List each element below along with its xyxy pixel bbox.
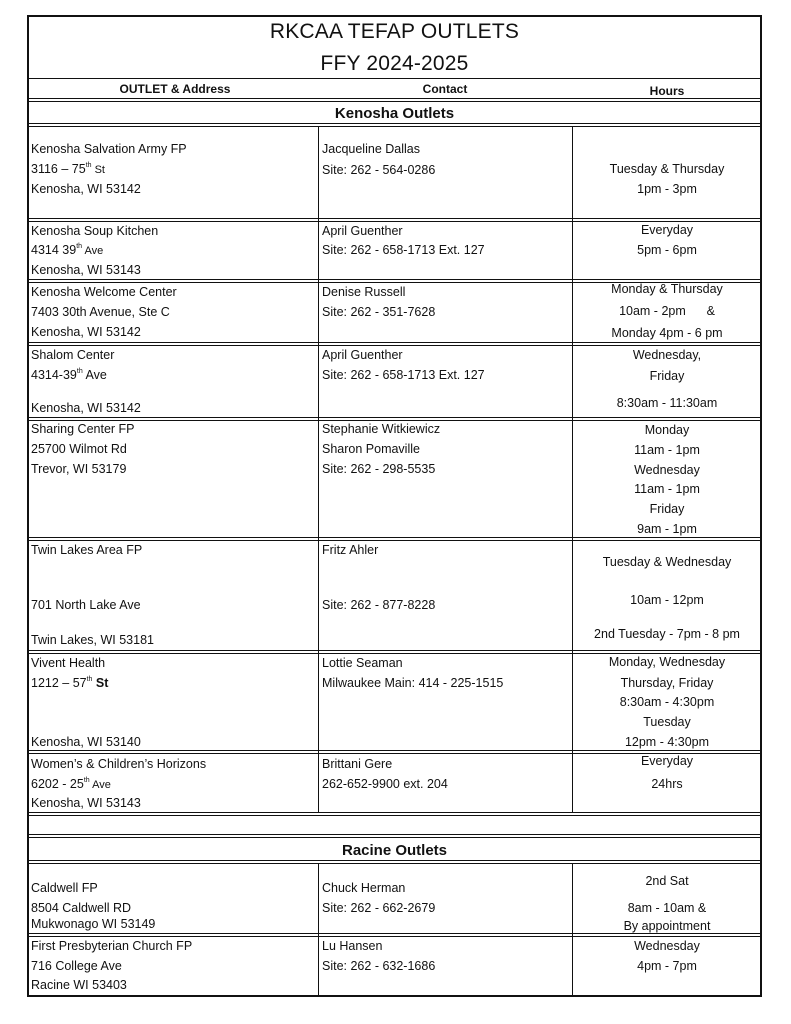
hours-line: Wednesday, — [632, 348, 702, 362]
outlet-name: Women’s & Children’s Horizons — [31, 757, 207, 771]
section-heading-kenosha: Kenosha Outlets — [334, 105, 455, 122]
hours-line: 4pm - 7pm — [637, 959, 697, 973]
outlet-name: First Presbyterian Church FP — [31, 939, 193, 953]
hours-line: 2nd Tuesday - 7pm - 8 pm — [594, 627, 740, 641]
rule — [27, 78, 762, 79]
outlet-name: Sharing Center FP — [31, 422, 135, 436]
hours-line: Wednesday — [634, 939, 700, 953]
contact-name: April Guenther — [322, 224, 403, 238]
contact-phone: Milwaukee Main: 414 - 225-1515 — [322, 676, 504, 690]
hours-line: 1pm - 3pm — [637, 182, 697, 196]
contact-name: Chuck Herman — [322, 881, 406, 895]
rule — [27, 936, 762, 937]
contact-name: Fritz Ahler — [322, 543, 379, 557]
rule — [27, 123, 762, 124]
hours-line: Tuesday & Wednesday — [602, 555, 732, 569]
rule — [27, 815, 762, 816]
contact-name: Denise Russell — [322, 285, 406, 299]
contact-name: Stephanie Witkiewicz — [322, 422, 441, 436]
contact-name: Lu Hansen — [322, 939, 383, 953]
rule — [27, 812, 762, 813]
rule — [27, 537, 762, 538]
outlet-city: Trevor, WI 53179 — [31, 462, 127, 476]
hours-line: 8am - 10am & — [627, 901, 707, 915]
outlet-address: 3116 – 75th St — [31, 162, 105, 176]
column-header-outlet: OUTLET & Address — [119, 82, 231, 96]
rule — [27, 345, 762, 346]
outlet-address: 716 College Ave — [31, 959, 122, 973]
outlet-city: Kenosha, WI 53143 — [31, 796, 141, 810]
outlet-city: Mukwonago WI 53149 — [31, 917, 156, 931]
hours-line: 12pm - 4:30pm — [624, 735, 710, 749]
outlet-address: 4314-39th Ave — [31, 368, 107, 382]
rule — [27, 420, 762, 421]
contact-name: Sharon Pomaville — [322, 442, 420, 456]
outlet-city: Kenosha, WI 53143 — [31, 263, 141, 277]
rule — [27, 834, 762, 835]
outlet-address: 1212 – 57th St — [31, 676, 109, 690]
rule — [27, 653, 762, 654]
outlet-city: Twin Lakes, WI 53181 — [31, 633, 154, 647]
hours-line: Friday — [649, 369, 685, 383]
rule — [27, 101, 762, 102]
contact-phone: Site: 262 - 662-2679 — [322, 901, 436, 915]
outlet-address: 6202 - 25th Ave — [31, 777, 111, 791]
outlet-city: Kenosha, WI 53142 — [31, 401, 141, 415]
hours-line: Monday 4pm - 6 pm — [611, 326, 723, 340]
outlet-address: 25700 Wilmot Rd — [31, 442, 127, 456]
outlet-city: Racine WI 53403 — [31, 978, 127, 992]
outlet-name: Twin Lakes Area FP — [31, 543, 143, 557]
hours-line: 11am - 1pm — [634, 482, 700, 496]
rule — [27, 933, 762, 934]
hours-line: Monday, Wednesday — [608, 655, 726, 669]
hours-line: 2nd Sat — [645, 874, 689, 888]
rule — [27, 863, 762, 864]
contact-name: Brittani Gere — [322, 757, 393, 771]
outlet-address: 8504 Caldwell RD — [31, 901, 132, 915]
contact-phone: Site: 262 - 632-1686 — [322, 959, 436, 973]
contact-phone: 262-652-9900 ext. 204 — [322, 777, 448, 791]
outlet-city: Kenosha, WI 53140 — [31, 735, 141, 749]
outlet-address: 4314 39th Ave — [31, 243, 104, 257]
rule — [27, 837, 762, 838]
hours-line: Thursday, Friday — [620, 676, 714, 690]
hours-line: Monday & Thursday — [611, 282, 723, 296]
contact-name: Lottie Seaman — [322, 656, 403, 670]
outlet-address: 701 North Lake Ave — [31, 598, 141, 612]
outlet-name: Vivent Health — [31, 656, 106, 670]
outlet-city: Kenosha, WI 53142 — [31, 325, 141, 339]
hours-line: Monday — [644, 423, 690, 437]
outlet-name: Kenosha Salvation Army FP — [31, 142, 187, 156]
hours-line: 8:30am - 11:30am — [616, 396, 718, 410]
doc-title-line1: RKCAA TEFAP OUTLETS — [269, 20, 520, 43]
column-divider — [318, 126, 319, 812]
contact-phone: Site: 262 - 877-8228 — [322, 598, 436, 612]
rule — [27, 540, 762, 541]
hours-line: Everyday — [640, 223, 694, 237]
column-divider — [318, 863, 319, 997]
rule — [27, 98, 762, 99]
contact-phone: Site: 262 - 298-5535 — [322, 462, 436, 476]
hours-line: 5pm - 6pm — [637, 243, 697, 257]
hours-line: 10am - 12pm — [630, 593, 704, 607]
hours-line: Everyday — [640, 754, 694, 768]
contact-name: Jacqueline Dallas — [322, 142, 420, 156]
rule — [27, 417, 762, 418]
hours-line: Wednesday — [634, 463, 700, 477]
contact-phone: Site: 262 - 658-1713 Ext. 127 — [322, 243, 485, 257]
rule — [27, 126, 762, 127]
rule — [27, 750, 762, 751]
hours-line: 8:30am - 4:30pm — [619, 695, 715, 709]
outlet-name: Shalom Center — [31, 348, 115, 362]
hours-line: Friday — [649, 502, 685, 516]
outlet-name: Caldwell FP — [31, 881, 98, 895]
hours-line: Tuesday & Thursday — [609, 162, 725, 176]
section-heading-racine: Racine Outlets — [341, 842, 448, 859]
hours-line: 24hrs — [651, 777, 683, 791]
column-header-hours: Hours — [649, 84, 685, 98]
outlet-city: Kenosha, WI 53142 — [31, 182, 141, 196]
rule — [27, 650, 762, 651]
column-divider — [572, 126, 573, 812]
rule — [27, 860, 762, 861]
outlet-name: Kenosha Welcome Center — [31, 285, 177, 299]
rule — [27, 279, 762, 280]
hours-line: Tuesday — [643, 715, 691, 729]
contact-name: April Guenther — [322, 348, 403, 362]
hours-line: By appointment — [623, 919, 711, 933]
contact-phone: Site: 262 - 351-7628 — [322, 305, 436, 319]
column-header-contact: Contact — [422, 82, 468, 96]
hours-line: 10am - 2pm & — [619, 304, 715, 318]
rule — [27, 218, 762, 219]
hours-line: 11am - 1pm — [634, 443, 700, 457]
rule — [27, 342, 762, 343]
outlet-address: 7403 30th Avenue, Ste C — [31, 305, 170, 319]
column-divider — [572, 863, 573, 997]
rule — [27, 221, 762, 222]
hours-line: 9am - 1pm — [637, 522, 697, 536]
contact-phone: Site: 262 - 564-0286 — [322, 163, 436, 177]
contact-phone: Site: 262 - 658-1713 Ext. 127 — [322, 368, 485, 382]
outlet-name: Kenosha Soup Kitchen — [31, 224, 159, 238]
doc-title-line2: FFY 2024-2025 — [320, 52, 469, 75]
